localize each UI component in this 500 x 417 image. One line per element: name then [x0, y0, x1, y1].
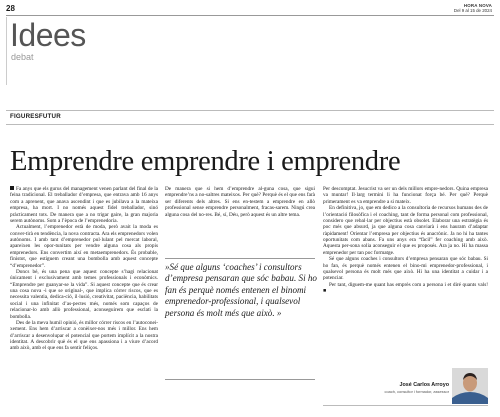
paragraph — [10, 186, 158, 224]
paragraph: Doncs bé, és una pena que aquest concepte s’hagi relacionat únicament i exclusivament amb temes professionals i econòmics. “Emprendre per guanyar-se la vida”. Si aquest concepte que és crear una cosa nova -i que se original-, que implica córrer riscos, que es necessita valentia, dedica-ció, il·lusió, creativitat, paciència, habilitats social i una infinitat d’as-pectes més, només som capaços de relacionar-lo amb allò professional, aconseguirem que esclati la bombolla. — [10, 268, 158, 320]
paragraph: Per descomptat. Jesucrist va ser un dels millors empre-nedors. Quina empresa va muntar! Il·larg termini li ha funcionat força bé. Per què? Perquè primerament es va emprendre a si mateix. — [323, 186, 488, 205]
author-role: coach, consultor i formador, assessor — [384, 389, 449, 394]
byline-rule — [323, 405, 488, 406]
page-number: 28 — [6, 4, 15, 13]
author-portrait-icon — [452, 368, 488, 404]
article-column-1 — [10, 186, 158, 352]
article-column-3 — [323, 186, 488, 294]
headline: Emprendre emprendre i emprendre — [10, 146, 401, 177]
kicker-rule-top — [6, 110, 494, 111]
paragraph-text: Fa anys que els gurus del management venen parlant del final de la feina tradicional. El treballador d’empresa, que entrava amb 16 anys com a aprenent, que anava ascendint i que es jubilava a la mateixa empresa, ha mort. I no només aquest fidel treballador, sinó pràcticament tots. De manera que a no trigar gaire, la gran majoria serem autònoms. Som a l’època de l’emprenedoria. — [10, 186, 158, 224]
paragraph: De manera que si hem d’emprendre al-guna cosa, que sigui emprendre’ns a no-saltres mateixos. Per què? Perquè és el que ens farà ser diferents dels altres. Si ens en-testem a emprendre en allò professional sense emprendre personalment, fracas-sarem. Ningú crea alguna cosa del no-res. Bé, sí, Déu, però aquest és un altre tema. — [165, 186, 315, 218]
pullquote: »Sé que alguns ‘coaches’ i consultors d’empresa pensaran que sóc babau. Si ho fan és perquè només entenen el binomi emprenedor-professional, i qualsevol persona és molt més que això. » — [165, 262, 317, 318]
paragraph: Per tant, diguem-me quant has emprès com a persona i et diré quants vals! ■ — [323, 281, 488, 294]
masthead — [454, 3, 492, 13]
paragraph: Des de la meva humil opinió, és millor córrer riscos en l’autoconei-xement. Ens hem d’arriscar a conèixer-nos més i millor. Ens hem d’arriscar a desenvolupar el potencial que portem implícit a la nostra identitat. A descobrir què és el que ens apassiona i a viure d’acord amb això, amb el que ens fa sentir feliços. — [10, 319, 158, 352]
paragraph: Sé que alguns coaches i consultors d’empresa pensaran que sóc babau. Si ho fan, és perquè només entenen el bino-mi emprenedor-professional, i qualsevol persona és molt més que això. Hi ha una identitat a cuidar i a potenciar. — [323, 256, 488, 282]
section-title: Idees — [10, 17, 86, 53]
paragraph: En definitiva, jo, que em dedico a la consultoria de recursos humans des de l’orientació filosòfica i el coaching, tant de forma personal com professional, considero que rebal·lar per objectius està obsolet. Elaborar una estratègia és poc més que absurd, ja que alguna cosa canviarà i ens hauram d’adaptar ràpidament! Orientar l’empresa per objectius és anacrònic. Ja no hi ha tantes oportunitats com abans. Fa uns anys era “fàcil” fer coaching amb això. Aquesta per-sona solia aconseguir el que es proposés. Ara ja no. Hi ha massa emprenedor per tan poc formatge. — [323, 205, 488, 256]
article-column-2 — [165, 186, 315, 218]
article-kicker: FIGURESFUTUR — [10, 113, 61, 120]
issue-date: Del 9 al 15 de 2024 — [453, 8, 492, 14]
pullquote-rule-top — [165, 258, 315, 259]
publication-name: HORA NOVA — [463, 3, 492, 8]
pullquote-rule-bottom — [165, 379, 315, 380]
section-subtitle: debat — [11, 52, 34, 62]
top-rule — [6, 15, 494, 16]
kicker-rule-bottom — [6, 124, 494, 125]
lead-square-icon — [10, 186, 14, 190]
author-name: José Carlos Arroyo — [399, 382, 449, 388]
paragraph: Actualment, l’emprenedor està de moda, però avait la moda es conver-tirà en tendència, la nova contracta. Ara els emprenedors volen autònoms. I amb tant d’emprenedor pul·lulant pel mercat laboral, apareixen les opor-tunitats per vendre alguna cosa als propis emprenedors. Ens convertim així en metaemprenedors. És probable, finistot, que estiguem creant una bombolla amb aquest concepte “d’emprenedor”. — [10, 224, 158, 269]
author-photo — [452, 368, 488, 404]
